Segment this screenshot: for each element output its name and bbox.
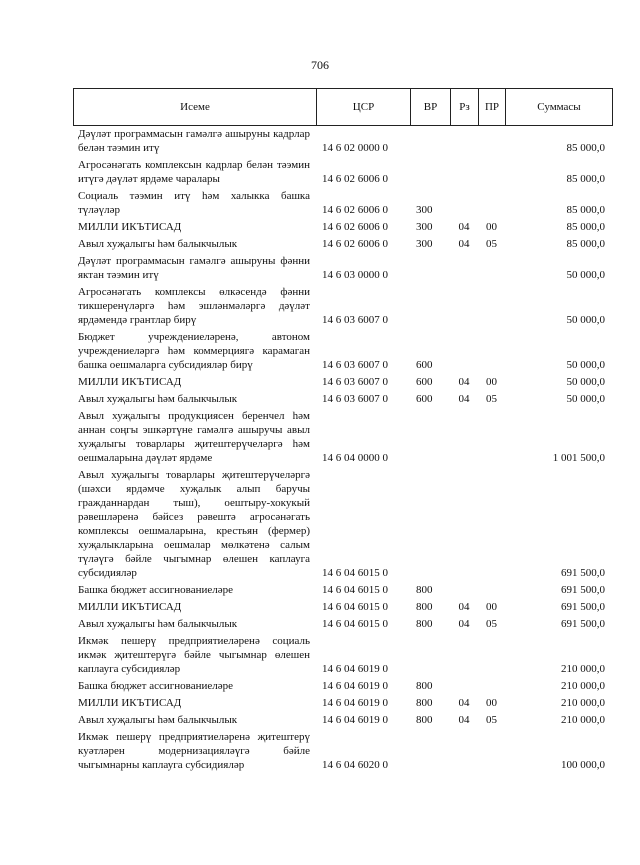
- cell-pr: 00: [486, 601, 497, 613]
- cell-vr: 600: [416, 359, 433, 371]
- cell-name: Авыл хуҗалыгы һәм балыкчылык: [78, 618, 238, 630]
- cell-name: МИЛЛИ ИКЪТИСАД: [78, 376, 182, 388]
- table-row: [73, 285, 613, 327]
- cell-sum: 1 001 500,0: [552, 452, 605, 464]
- cell-name: Авыл хуҗалыгы товарлары җитештерүчеләргә (шәхси ярдәмче хуҗалык алып баручы гражданнардан тыш), оештыру-хокукый рәвешләренә бәйсез рәвештә агросәнәгать комплексы оешмаларына, крестьян (фермер) хуҗалыкларына оешмалар мөлкәтенә салым түләүгә бәйле чыгымнар өлешен каплауга субсидияләр: [78, 469, 310, 579]
- page-number: 706: [311, 58, 329, 72]
- table-row: [73, 679, 613, 693]
- cell-csr: 14 6 04 6019 0: [322, 663, 388, 675]
- cell-vr: 300: [416, 204, 433, 216]
- cell-sum: 85 000,0: [566, 238, 605, 250]
- table-row: [73, 713, 613, 727]
- cell-name: Башка бюджет ассигнованиеләре: [78, 584, 233, 596]
- cell-vr: 600: [416, 376, 433, 388]
- cell-name: Башка бюджет ассигнованиеләре: [78, 680, 233, 692]
- header-rz: Рз: [451, 89, 479, 125]
- cell-name: Агросәнәгать комплексы өлкәсендә фәнни тикшеренүләргә һәм эшләнмәләргә дәүләт ярдәмендә грантлар бирү: [78, 286, 310, 326]
- cell-sum: 210 000,0: [561, 663, 605, 675]
- table-header: [73, 88, 613, 126]
- table-row: [73, 254, 613, 282]
- cell-csr: 14 6 03 6007 0: [322, 376, 388, 388]
- cell-csr: 14 6 04 6015 0: [322, 567, 388, 579]
- cell-vr: 800: [416, 601, 433, 613]
- cell-name: Икмәк пешерү предприятиеләренә җитештерү куәтләрен модернизацияләүгә бәйле чыгымнарны каплауга субсидияләр: [78, 731, 310, 771]
- cell-name: Бюджет учреждениеләренә, автоном учреждениеләргә һәм коммерциягә карамаган башка оешмаларга субсидияләр бирү: [78, 331, 310, 371]
- table-row: [73, 634, 613, 676]
- cell-rz: 04: [458, 393, 470, 405]
- cell-pr: 05: [486, 618, 497, 630]
- cell-csr: 14 6 03 6007 0: [322, 393, 388, 405]
- cell-vr: 800: [416, 584, 433, 596]
- cell-rz: 04: [458, 221, 470, 233]
- cell-vr: 300: [416, 221, 433, 233]
- cell-sum: 210 000,0: [561, 714, 605, 726]
- cell-pr: 05: [486, 393, 497, 405]
- cell-rz: 04: [458, 238, 470, 250]
- cell-vr: 300: [416, 238, 433, 250]
- cell-pr: 05: [486, 238, 497, 250]
- cell-name: МИЛЛИ ИКЪТИСАД: [78, 697, 182, 709]
- header-pr: ПР: [479, 89, 506, 125]
- cell-rz: 04: [458, 376, 470, 388]
- table-row: [73, 237, 613, 251]
- table-row: [73, 583, 613, 597]
- cell-csr: 14 6 02 0000 0: [322, 142, 388, 154]
- cell-csr: 14 6 02 6006 0: [322, 173, 388, 185]
- table-row: [73, 617, 613, 631]
- table-row: [73, 409, 613, 465]
- cell-vr: 800: [416, 697, 433, 709]
- cell-csr: 14 6 04 0000 0: [322, 452, 388, 464]
- cell-sum: 691 500,0: [561, 584, 605, 596]
- cell-csr: 14 6 04 6015 0: [322, 584, 388, 596]
- cell-name: Дәүләт программасын гамәлгә ашыруны фәнни яктан тәэмин итү: [78, 255, 310, 281]
- cell-csr: 14 6 02 6006 0: [322, 238, 388, 250]
- cell-csr: 14 6 04 6020 0: [322, 759, 388, 771]
- cell-name: МИЛЛИ ИКЪТИСАД: [78, 221, 182, 233]
- header-vr: ВР: [411, 89, 451, 125]
- cell-sum: 50 000,0: [566, 393, 605, 405]
- cell-name: Икмәк пешерү предприятиеләренә социаль икмәк җитештерүгә бәйле чыгымнар өлешен каплауга субсидияләр: [78, 635, 310, 675]
- cell-vr: 800: [416, 618, 433, 630]
- cell-csr: 14 6 04 6015 0: [322, 618, 388, 630]
- table-row: [73, 220, 613, 234]
- cell-sum: 85 000,0: [566, 173, 605, 185]
- cell-sum: 210 000,0: [561, 697, 605, 709]
- cell-rz: 04: [458, 697, 470, 709]
- cell-sum: 100 000,0: [561, 759, 605, 771]
- header-name: Исеме: [74, 89, 317, 125]
- cell-sum: 210 000,0: [561, 680, 605, 692]
- cell-vr: 600: [416, 393, 433, 405]
- header-csr: ЦСР: [317, 89, 411, 125]
- table-row: [73, 158, 613, 186]
- table-row: [73, 375, 613, 389]
- cell-name: Авыл хуҗалыгы продукциясен беренчел һәм аннан соңгы эшкәртүне гамәлгә ашыручы авыл хуҗалыгы товарлары җитештерүчеләргә һәм оешмаларына дәүләт ярдәме: [78, 410, 310, 464]
- cell-csr: 14 6 02 6006 0: [322, 221, 388, 233]
- cell-vr: 800: [416, 714, 433, 726]
- cell-csr: 14 6 03 6007 0: [322, 314, 388, 326]
- cell-sum: 50 000,0: [566, 376, 605, 388]
- cell-pr: 05: [486, 714, 497, 726]
- cell-sum: 85 000,0: [566, 204, 605, 216]
- cell-name: Авыл хуҗалыгы һәм балыкчылык: [78, 393, 238, 405]
- cell-csr: 14 6 03 0000 0: [322, 269, 388, 281]
- cell-csr: 14 6 03 6007 0: [322, 359, 388, 371]
- cell-pr: 00: [486, 697, 497, 709]
- cell-rz: 04: [458, 601, 470, 613]
- table-row: [73, 730, 613, 772]
- header-sum: Суммасы: [537, 101, 581, 113]
- table-row: [73, 330, 613, 372]
- cell-sum: 85 000,0: [566, 142, 605, 154]
- cell-name: МИЛЛИ ИКЪТИСАД: [78, 601, 182, 613]
- cell-name: Социаль тәэмин итү һәм халыкка башка түләүләр: [78, 190, 310, 216]
- table-body: [73, 127, 613, 775]
- cell-csr: 14 6 04 6015 0: [322, 601, 388, 613]
- table-row: [73, 468, 613, 580]
- cell-csr: 14 6 04 6019 0: [322, 697, 388, 709]
- cell-sum: 50 000,0: [566, 314, 605, 326]
- table-row: [73, 600, 613, 614]
- cell-sum: 50 000,0: [566, 359, 605, 371]
- cell-pr: 00: [486, 376, 497, 388]
- cell-csr: 14 6 04 6019 0: [322, 714, 388, 726]
- cell-name: Авыл хуҗалыгы һәм балыкчылык: [78, 238, 238, 250]
- cell-csr: 14 6 02 6006 0: [322, 204, 388, 216]
- cell-pr: 00: [486, 221, 497, 233]
- cell-sum: 691 500,0: [561, 601, 605, 613]
- cell-csr: 14 6 04 6019 0: [322, 680, 388, 692]
- cell-name: Дәүләт программасын гамәлгә ашыруны кадрлар белән тәэмин итү: [78, 128, 310, 154]
- cell-rz: 04: [458, 618, 470, 630]
- cell-sum: 50 000,0: [566, 269, 605, 281]
- cell-sum: 691 500,0: [561, 567, 605, 579]
- cell-vr: 800: [416, 680, 433, 692]
- table-row: [73, 127, 613, 155]
- table-row: [73, 189, 613, 217]
- cell-sum: 85 000,0: [566, 221, 605, 233]
- cell-name: Агросәнәгать комплексын кадрлар белән тәэмин итүгә дәүләт ярдәме чаралары: [78, 159, 310, 185]
- cell-name: Авыл хуҗалыгы һәм балыкчылык: [78, 714, 238, 726]
- cell-rz: 04: [458, 714, 470, 726]
- cell-sum: 691 500,0: [561, 618, 605, 630]
- table-row: [73, 696, 613, 710]
- table-row: [73, 392, 613, 406]
